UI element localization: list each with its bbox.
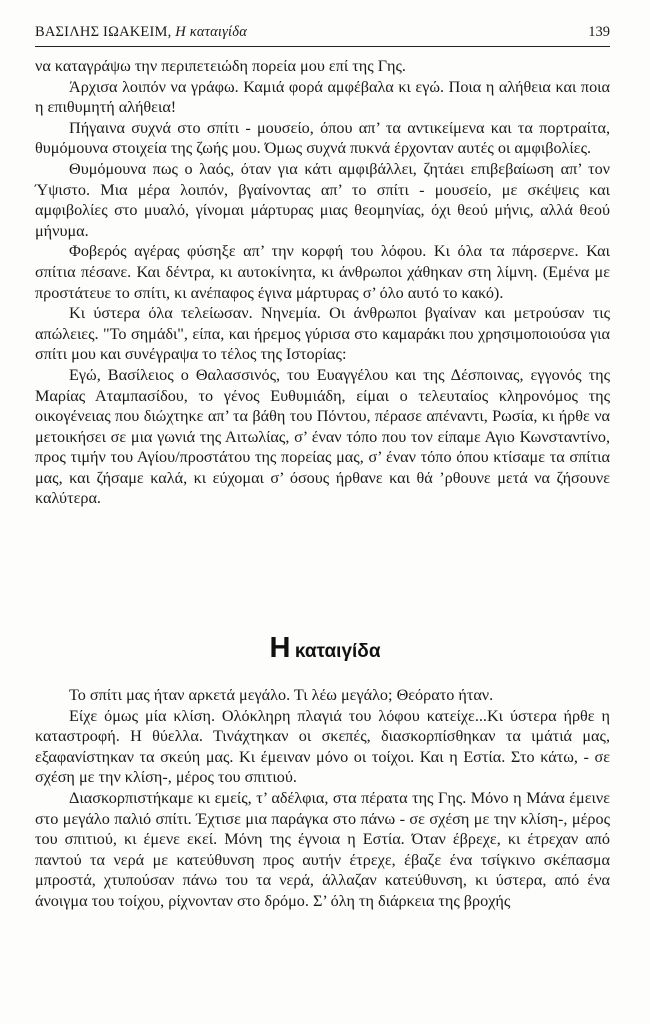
header-author-title	[35, 24, 247, 41]
paragraph: Το σπίτι μας ήταν αρκετά μεγάλο. Τι λέω μεγάλο; Θεόρατο ήταν.	[69, 686, 494, 704]
page-number: 139	[588, 24, 610, 40]
section-heading-rest: καταιγίδα	[294, 641, 381, 662]
paragraph: Φοβερός αγέρας φύσηξε απ’ την κορφή του λόφου. Κι όλα τα πάρσερνε. Και σπίτια πέσανε. Και δέντρα, κι αυτοκίνητα, κι άνθρωποι χάθηκαν στη λίμνη. (Εμένα με προστάτευε το σπίτι, κι ανέπαφος έγινα μάρτυρας σ’ όλο αυτό το κακό).	[35, 242, 610, 302]
paragraph-continuation: να καταγράψω την περιπετειώδη πορεία μου επί της Γης.	[35, 57, 406, 75]
paragraph: Πήγαινα συχνά στο σπίτι - μουσείο, όπου απ’ τα αντικείμενα και τα πορτραίτα, θυμόμουνα στοιχεία της ζωής μου. Όμως συχνά πυκνά έρχονταν αυτές οι αμφιβολίες.	[35, 118, 610, 158]
paragraph: Κι ύστερα όλα τελείωσαν. Νηνεμία. Οι άνθρωποι βγαίναν και μετρούσαν τις απώλειες. "Το σημάδι", είπα, και ήρεμος γύρισα στο καμαράκι που χρησιμοποιούσα για σπίτι μου και συνέγραψα το τέλος της Ιστορίας:	[35, 304, 610, 364]
body-text-part1	[35, 56, 610, 509]
paragraph: Είχε όμως μία κλίση. Ολόκληρη πλαγιά του λόφου κατείχε...Κι ύστερα ήρθε η καταστροφή. Η θύελλα. Τινάχτηκαν οι σκεπές, διασκορπίσθηκαν τα ιμάτιά μας, εξαφανίστηκαν τα σκεύη μας. Κι έμειναν μόνο οι τοίχοι. Και η Εστία. Στο κάτω, - σε σχέση με την κλίση-, μέρος του σπιτιού.	[35, 706, 610, 787]
paragraph: Διασκορπιστήκαμε κι εμείς, τ’ αδέλφια, στα πέρατα της Γης. Μόνο η Μάνα έμεινε στο μεγάλο παλιό σπίτι. Έχτισε μια παράγκα στο πάνω - σε σχέση με την κλίση-, μέρος του σπιτιού, κι έμενε εκεί. Μόνη της έγνοια η Εστία. Όταν έβρεχε, κι έτρεχαν από παντού τα νερά με κατεύθυνση προς αυτήν έτρεχε, έβαζε ένα τσίγκινο σκέπασμα μπροστά, χτυπούσαν πάνω του τα νερά, άλλαζαν κατεύθυνση, κι ύστερα, από ένα άνοιγμα του τοίχου, ρίχνονταν στο δρόμο. Σ’ όλη τη διάρκεια της βροχής	[35, 788, 610, 910]
paragraph: Άρχισα λοιπόν να γράφω. Καμιά φορά αμφέβαλα κι εγώ. Ποια η αλήθεια και ποια η επιθυμητή αλήθεια!	[35, 77, 610, 117]
section-heading-initial: Η	[269, 632, 291, 664]
header-book-title: Η καταιγίδα	[175, 24, 248, 40]
paragraph: Εγώ, Βασίλειος ο Θαλασσινός, του Ευαγγέλου και της Δέσποινας, εγγονός της Μαρίας Αταμπασίδου, το γένος Ευθυμιάδη, είμαι ο τελευταίος κληρονόμος της οικογένειας που διώχτηκε απ’ τα βάθη του Πόντου, πέρασε απέναντι, Ρωσία, κι ήρθε να μετοικήσει σε μια γωνιά της Αιτωλίας, σ’ έναν τόπο που τον είπαμε Αγιο Κωνσταντίνο, προς τιμήν του Αγίου/προστάτου της πορείας μας, σ’ έναν τόπο όπου κτίσαμε τα σπίτια μας, και ζήσαμε καλά, κι εύχομαι σ’ όσους ήρθανε και θά ’ρθουνε μετά να ζήσουνε καλύτερα.	[35, 365, 610, 508]
header-author: ΒΑΣΙΛΗΣ ΙΩΑΚΕΙΜ,	[35, 24, 172, 40]
body-text-part2	[35, 685, 610, 912]
section-heading	[0, 632, 650, 665]
paragraph: Θυμόμουνα πως ο λαός, όταν για κάτι αμφιβάλλει, ζητάει επιβεβαίωση απ’ τον Ύψιστο. Μια μέρα λοιπόν, βγαίνοντας απ’ το σπίτι - μουσείο, με σκέψεις και αμφιβολίες στο μυαλό, γίνομαι μάρτυρας μιας θεομηνίας, όχι θεού μήνις, αλλά θεού μήνυμα.	[35, 159, 610, 240]
running-header	[35, 22, 610, 47]
